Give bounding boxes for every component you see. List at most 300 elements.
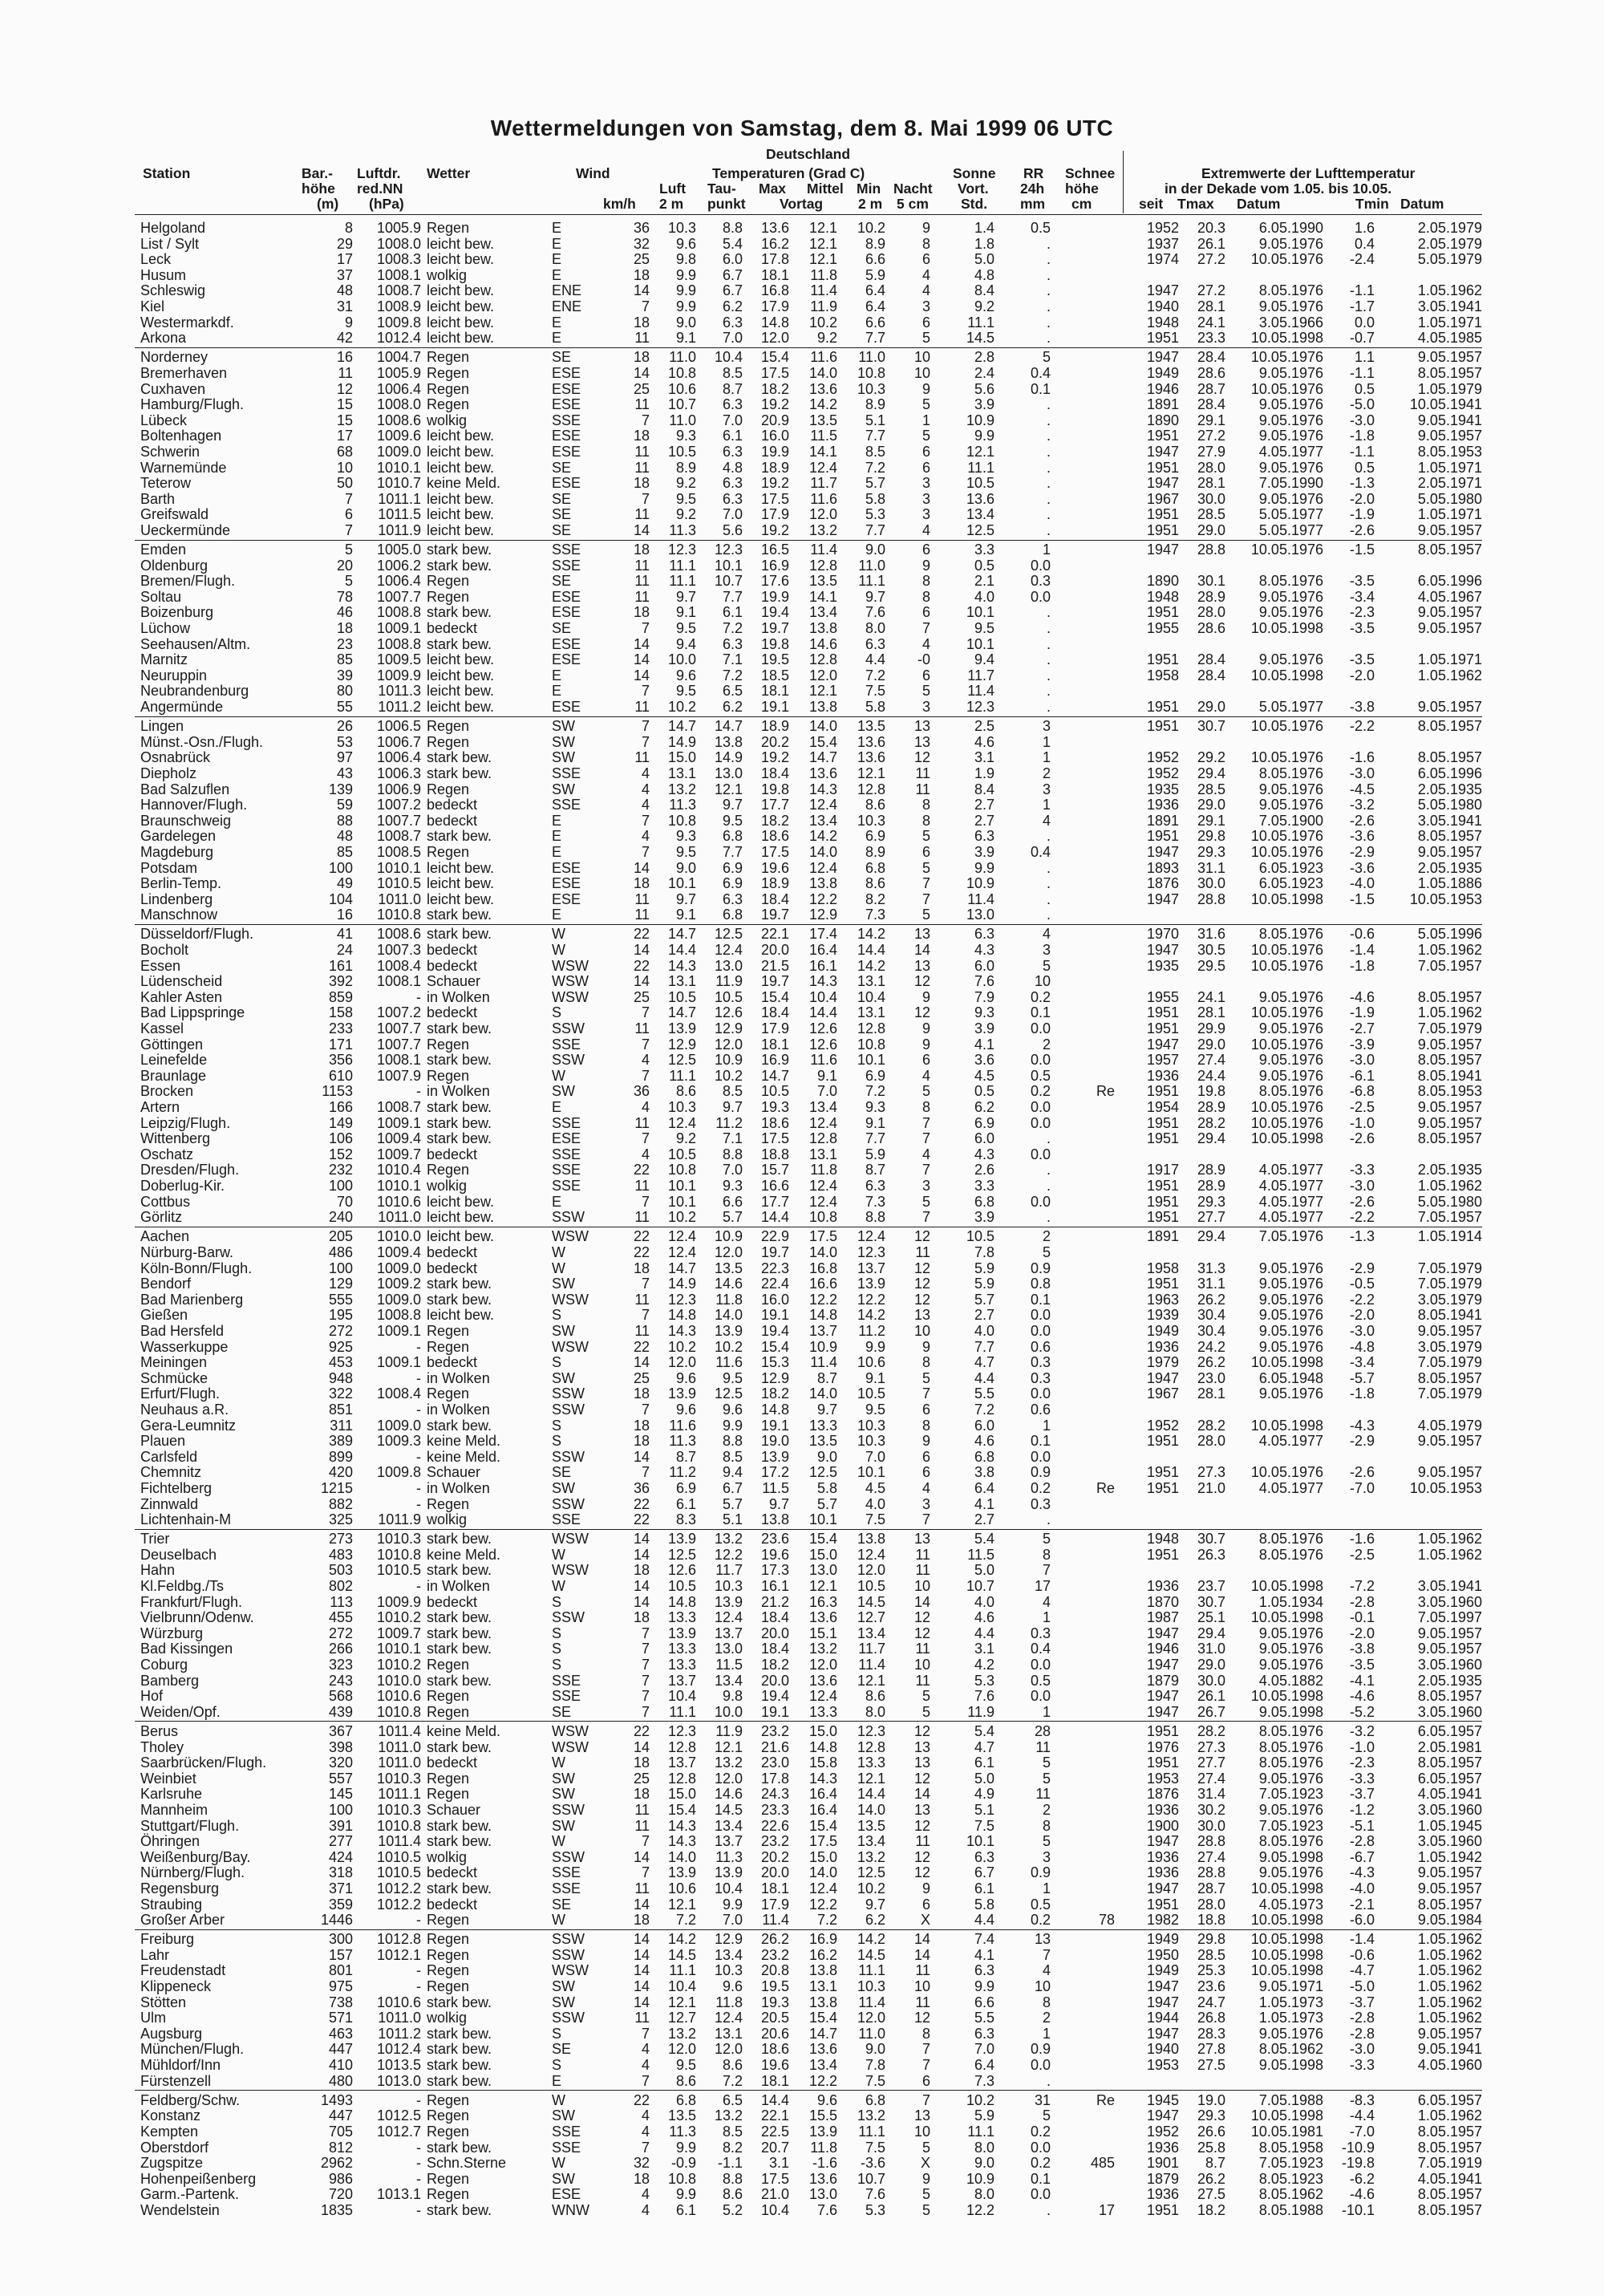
cell-air-temp: 10.8 bbox=[667, 2170, 696, 2187]
cell-tmin-date: 3.05.1960 bbox=[1417, 1833, 1482, 1850]
cell-wind-dir: SE bbox=[552, 1896, 572, 1913]
cell-min-temp: 10.8 bbox=[857, 364, 885, 381]
cell-precip: 2 bbox=[1042, 1036, 1051, 1053]
cell-since: 1870 bbox=[1146, 1593, 1179, 1610]
cell-dew-point: 6.9 bbox=[722, 875, 743, 892]
cell-since: 1936 bbox=[1146, 1864, 1179, 1881]
cell-tmax: 28.9 bbox=[1197, 1178, 1225, 1194]
cell-air-temp: 12.3 bbox=[667, 542, 696, 558]
cell-tmax-date: 8.05.1988 bbox=[1258, 2201, 1323, 2218]
cell-min-temp: 9.3 bbox=[865, 1099, 885, 1115]
cell-max-temp: 18.4 bbox=[760, 1609, 789, 1626]
cell-mean-temp: 14.6 bbox=[808, 635, 837, 652]
cell-wind-speed: 25 bbox=[633, 988, 650, 1005]
cell-tmin: -2.8 bbox=[1349, 1593, 1375, 1610]
cell-precip: 0.0 bbox=[1030, 2057, 1051, 2073]
cell-mean-temp: 7.6 bbox=[816, 2201, 837, 2218]
cell-tmin-date: 1.05.1971 bbox=[1417, 459, 1482, 476]
cell-mean-temp: 13.9 bbox=[808, 2123, 837, 2140]
cell-tmin-date: 9.05.1957 bbox=[1417, 1099, 1482, 1115]
cell-dew-point: 6.1 bbox=[722, 604, 743, 621]
cell-night-5cm: 3 bbox=[921, 475, 930, 492]
cell-mean-temp: 12.4 bbox=[808, 1688, 837, 1705]
cell-station: Lichtenhain-M bbox=[140, 1511, 232, 1528]
cell-tmax-date: 4.05.1977 bbox=[1258, 1209, 1323, 1226]
cell-tmax: 29.0 bbox=[1197, 1657, 1225, 1673]
cell-precip: 0.0 bbox=[1030, 2139, 1051, 2156]
cell-station: Fichtelberg bbox=[140, 1479, 213, 1496]
cell-tmax: 28.8 bbox=[1197, 1833, 1225, 1850]
cell-mean-temp: 11.4 bbox=[810, 282, 837, 299]
cell-max-temp: 18.5 bbox=[760, 667, 789, 684]
cell-night-5cm: 5 bbox=[921, 1193, 930, 1210]
cell-dew-point: 6.0 bbox=[722, 251, 743, 268]
cell-station: Straubing bbox=[140, 1896, 203, 1913]
table-row bbox=[0, 750, 1604, 766]
cell-tmin: -1.1 bbox=[1349, 282, 1375, 299]
cell-baro-height: 17 bbox=[336, 251, 353, 268]
cell-wind-dir: SSW bbox=[552, 1946, 585, 1963]
cell-pressure: 1008.7 bbox=[376, 828, 421, 845]
cell-precip: 0.4 bbox=[1030, 843, 1051, 860]
table-row bbox=[0, 252, 1604, 268]
cell-tmin-date: 9.05.1984 bbox=[1417, 1912, 1482, 1929]
cell-precip: . bbox=[1046, 298, 1051, 314]
cell-max-temp: 18.1 bbox=[760, 1880, 789, 1896]
cell-weather: stark bew. bbox=[427, 1099, 492, 1115]
cell-since: 1952 bbox=[1146, 749, 1179, 766]
cell-sunshine: 6.3 bbox=[974, 926, 994, 943]
table-row bbox=[0, 876, 1604, 892]
cell-night-5cm: 14 bbox=[913, 1946, 930, 1963]
table-row bbox=[0, 1147, 1604, 1163]
cell-tmin-date: 4.05.1941 bbox=[1417, 1786, 1482, 1803]
cell-station: Bendorf bbox=[140, 1276, 192, 1292]
cell-pressure: 1009.3 bbox=[376, 1433, 421, 1450]
cell-sunshine: 4.4 bbox=[974, 1369, 994, 1386]
cell-dew-point: 10.5 bbox=[714, 988, 743, 1005]
cell-dew-point: 9.6 bbox=[722, 1978, 743, 1994]
cell-wind-speed: 7 bbox=[641, 1703, 650, 1720]
cell-station: Karlsruhe bbox=[140, 1786, 203, 1803]
cell-weather: Regen bbox=[427, 349, 470, 366]
cell-max-temp: 18.1 bbox=[760, 683, 789, 700]
cell-weather: Schauer bbox=[427, 1464, 481, 1481]
cell-pressure: 1009.2 bbox=[376, 1276, 421, 1292]
header-2m: 2 m bbox=[858, 196, 883, 212]
cell-max-temp: 19.5 bbox=[760, 651, 789, 668]
cell-baro-height: 266 bbox=[328, 1641, 353, 1657]
cell-tmin: -6.8 bbox=[1349, 1083, 1375, 1100]
cell-tmin: -1.4 bbox=[1349, 1931, 1375, 1948]
cell-precip: 0.1 bbox=[1030, 1433, 1051, 1450]
cell-dew-point: 12.5 bbox=[714, 1385, 743, 1402]
cell-air-temp: 9.0 bbox=[675, 859, 696, 876]
cell-tmax: 30.2 bbox=[1197, 1801, 1225, 1818]
cell-dew-point: 8.5 bbox=[722, 1083, 743, 1100]
cell-tmin: -2.8 bbox=[1349, 2025, 1375, 2042]
cell-sunshine: 5.4 bbox=[974, 1722, 994, 1739]
table-row bbox=[0, 221, 1604, 237]
cell-station: Nürburg-Barw. bbox=[140, 1243, 234, 1260]
cell-pressure: 1011.4 bbox=[378, 1833, 421, 1850]
cell-dew-point: 7.2 bbox=[722, 2072, 743, 2089]
cell-weather: bedeckt bbox=[427, 620, 478, 636]
cell-tmin: -1.3 bbox=[1349, 475, 1375, 492]
cell-dew-point: 12.5 bbox=[714, 926, 743, 943]
cell-min-temp: 13.3 bbox=[857, 1754, 885, 1771]
cell-tmax: 26.8 bbox=[1197, 2010, 1225, 2026]
cell-pressure: 1011.4 bbox=[378, 1722, 421, 1739]
cell-min-temp: 9.7 bbox=[865, 588, 885, 605]
cell-wind-dir: SSE bbox=[552, 1178, 581, 1194]
cell-station: Aachen bbox=[140, 1228, 190, 1245]
cell-precip: . bbox=[1046, 875, 1051, 892]
cell-dew-point: 12.1 bbox=[714, 781, 743, 797]
cell-dew-point: 14.7 bbox=[714, 718, 743, 735]
cell-wind-dir: S bbox=[552, 1657, 562, 1673]
cell-dew-point: 5.4 bbox=[722, 235, 743, 252]
cell-night-5cm: 5 bbox=[921, 330, 930, 347]
cell-weather: leicht bew. bbox=[427, 506, 495, 523]
cell-dew-point: 8.7 bbox=[722, 380, 743, 397]
cell-mean-temp: 12.9 bbox=[808, 907, 837, 923]
cell-precip: 0.8 bbox=[1030, 1276, 1051, 1292]
cell-max-temp: 19.8 bbox=[760, 781, 789, 797]
header-nacht-1: Nacht bbox=[893, 181, 933, 197]
cell-min-temp: 14.4 bbox=[857, 1786, 885, 1803]
cell-weather: leicht bew. bbox=[427, 890, 495, 907]
cell-wind-dir: W bbox=[552, 2155, 565, 2172]
cell-night-5cm: 9 bbox=[921, 1433, 930, 1450]
cell-pressure: 1009.5 bbox=[376, 651, 421, 668]
cell-tmin-date: 1.05.1962 bbox=[1417, 1004, 1482, 1021]
cell-wind-speed: 14 bbox=[633, 651, 650, 668]
cell-mean-temp: 11.6 bbox=[810, 1052, 837, 1069]
cell-sunshine: 6.0 bbox=[974, 957, 994, 974]
cell-precip: 13 bbox=[1034, 1931, 1051, 1948]
cell-station: Deuselbach bbox=[140, 1546, 217, 1563]
cell-wind-dir: SE bbox=[552, 349, 572, 366]
cell-weather: stark bew. bbox=[427, 1994, 492, 2010]
cell-weather: leicht bew. bbox=[427, 443, 495, 460]
cell-dew-point: 5.7 bbox=[722, 1209, 743, 1226]
cell-air-temp: 8.3 bbox=[675, 1511, 696, 1528]
cell-wind-dir: ESE bbox=[552, 875, 581, 892]
cell-wind-speed: 4 bbox=[641, 2201, 650, 2218]
cell-since: 1967 bbox=[1146, 490, 1179, 507]
cell-mean-temp: 14.3 bbox=[808, 1770, 837, 1787]
cell-weather: stark bew. bbox=[427, 1020, 492, 1036]
cell-tmin: -0.6 bbox=[1349, 926, 1375, 943]
cell-dew-point: 13.0 bbox=[714, 765, 743, 781]
cell-wind-dir: SSW bbox=[552, 1385, 585, 1402]
cell-min-temp: 11.7 bbox=[858, 1641, 885, 1657]
header-tau-2: punkt bbox=[707, 196, 746, 212]
cell-wind-dir: E bbox=[552, 251, 562, 268]
header-luft-2: 2 m bbox=[659, 196, 684, 212]
cell-night-5cm: 6 bbox=[921, 1896, 930, 1913]
cell-air-temp: 12.9 bbox=[667, 1036, 696, 1053]
cell-wind-dir: W bbox=[552, 1754, 565, 1771]
cell-sunshine: 6.8 bbox=[974, 1193, 994, 1210]
cell-station: Zugspitze bbox=[140, 2155, 204, 2172]
table-row bbox=[0, 1897, 1604, 1913]
cell-baro-height: 5 bbox=[344, 573, 353, 590]
cell-wind-dir: SSW bbox=[552, 1020, 585, 1036]
cell-max-temp: 13.6 bbox=[760, 220, 789, 236]
cell-pressure: 1010.2 bbox=[376, 1657, 421, 1673]
cell-baro-height: 88 bbox=[336, 812, 353, 829]
cell-min-temp: 13.1 bbox=[857, 973, 885, 990]
cell-tmin: -2.2 bbox=[1349, 1291, 1375, 1308]
cell-wind-speed: 14 bbox=[633, 973, 650, 990]
cell-tmax: 29.0 bbox=[1197, 699, 1225, 715]
cell-tmin-date: 7.05.1979 bbox=[1417, 1385, 1482, 1402]
cell-baro-height: 555 bbox=[328, 1291, 353, 1308]
cell-night-5cm: 9 bbox=[921, 1020, 930, 1036]
cell-sunshine: 2.5 bbox=[974, 718, 994, 735]
cell-since: 1951 bbox=[1146, 828, 1179, 845]
cell-pressure: 1009.7 bbox=[376, 1625, 421, 1641]
cell-max-temp: 17.7 bbox=[760, 1193, 789, 1210]
cell-tmin-date: 9.05.1957 bbox=[1417, 1114, 1482, 1131]
cell-since: 1945 bbox=[1146, 2091, 1179, 2108]
cell-station: Kempten bbox=[140, 2123, 199, 2140]
cell-tmin: -3.7 bbox=[1349, 1994, 1375, 2010]
cell-sunshine: 2.7 bbox=[974, 812, 994, 829]
cell-tmax-date: 10.05.1976 bbox=[1250, 749, 1323, 766]
table-row bbox=[0, 1740, 1604, 1756]
cell-night-5cm: 6 bbox=[921, 1052, 930, 1069]
cell-pressure: 1010.6 bbox=[376, 1193, 421, 1210]
cell-baro-height: 455 bbox=[328, 1609, 353, 1626]
cell-tmin: -5.7 bbox=[1349, 1369, 1375, 1386]
table-row bbox=[0, 1819, 1604, 1835]
cell-wind-dir: W bbox=[552, 2091, 565, 2108]
cell-tmin-date: 5.05.1980 bbox=[1417, 797, 1482, 813]
cell-mean-temp: 9.1 bbox=[816, 1067, 837, 1084]
cell-max-temp: 18.1 bbox=[760, 266, 789, 283]
cell-sunshine: 7.0 bbox=[974, 2041, 994, 2058]
cell-wind-dir: SSE bbox=[552, 1688, 581, 1705]
cell-station: Frankfurt/Flugh. bbox=[140, 1593, 243, 1610]
cell-tmax-date: 9.05.1976 bbox=[1258, 396, 1323, 413]
cell-station: Fürstenzell bbox=[140, 2072, 212, 2089]
cell-mean-temp: 14.7 bbox=[808, 749, 837, 766]
cell-tmax-date: 9.05.1976 bbox=[1258, 797, 1323, 813]
cell-min-temp: 8.5 bbox=[865, 443, 885, 460]
cell-min-temp: 6.8 bbox=[865, 2091, 885, 2108]
cell-max-temp: 16.0 bbox=[760, 428, 789, 444]
cell-since: 1940 bbox=[1146, 2041, 1179, 2058]
table-row bbox=[0, 637, 1604, 653]
cell-station: Bremen/Flugh. bbox=[140, 573, 236, 590]
cell-max-temp: 18.4 bbox=[760, 1004, 789, 1021]
cell-sunshine: 4.0 bbox=[974, 588, 994, 605]
cell-station: Kassel bbox=[140, 1020, 184, 1036]
cell-station: Manschnow bbox=[140, 907, 218, 923]
cell-weather: bedeckt bbox=[427, 1864, 478, 1881]
cell-tmin: -2.6 bbox=[1349, 812, 1375, 829]
cell-tmin: -3.5 bbox=[1349, 651, 1375, 668]
cell-dew-point: 13.2 bbox=[714, 1531, 743, 1548]
cell-tmax: 26.2 bbox=[1197, 1354, 1225, 1371]
cell-tmin-date: 1.05.1886 bbox=[1417, 875, 1482, 892]
cell-station: Kl.Feldbg./Ts bbox=[140, 1578, 225, 1594]
cell-air-temp: 13.9 bbox=[667, 1531, 696, 1548]
cell-min-temp: 14.2 bbox=[857, 957, 885, 974]
cell-min-temp: 5.3 bbox=[865, 506, 885, 523]
cell-dew-point: 6.3 bbox=[722, 890, 743, 907]
cell-weather: stark bew. bbox=[427, 1531, 492, 1548]
cell-air-temp: 12.0 bbox=[667, 1354, 696, 1371]
cell-pressure: 1008.6 bbox=[376, 412, 421, 428]
cell-weather: bedeckt bbox=[427, 957, 478, 974]
cell-air-temp: 11.1 bbox=[669, 1703, 696, 1720]
cell-min-temp: 8.6 bbox=[865, 1688, 885, 1705]
cell-dew-point: 9.4 bbox=[722, 1464, 743, 1481]
table-row bbox=[0, 1995, 1604, 2011]
cell-station: Berus bbox=[140, 1722, 179, 1739]
table-row bbox=[0, 766, 1604, 782]
cell-tmin: -3.5 bbox=[1349, 573, 1375, 590]
cell-wind-speed: 25 bbox=[633, 251, 650, 268]
cell-pressure: 1007.2 bbox=[376, 797, 421, 813]
cell-weather: bedeckt bbox=[427, 942, 478, 958]
cell-min-temp: 7.2 bbox=[865, 1083, 885, 1100]
cell-tmax: 25.8 bbox=[1197, 2139, 1225, 2156]
cell-since: 1974 bbox=[1146, 251, 1179, 268]
table-row bbox=[0, 1276, 1604, 1292]
cell-station: Helgoland bbox=[140, 220, 206, 236]
cell-min-temp: 7.7 bbox=[865, 521, 885, 538]
cell-tmax: 26.3 bbox=[1197, 1546, 1225, 1563]
cell-min-temp: 11.4 bbox=[858, 1994, 885, 2010]
cell-dew-point: 6.3 bbox=[722, 443, 743, 460]
cell-station: Marnitz bbox=[140, 651, 188, 668]
cell-wind-speed: 4 bbox=[641, 2123, 650, 2140]
cell-min-temp: 12.1 bbox=[857, 765, 885, 781]
cell-wind-dir: SSW bbox=[552, 1495, 585, 1512]
header-bar-1: Bar.- bbox=[302, 165, 333, 181]
cell-night-5cm: 8 bbox=[921, 588, 930, 605]
cell-air-temp: 14.7 bbox=[667, 718, 696, 735]
cell-since: 1952 bbox=[1146, 1417, 1179, 1434]
cell-max-temp: 17.8 bbox=[760, 1770, 789, 1787]
cell-tmax: 8.7 bbox=[1205, 2155, 1225, 2172]
cell-air-temp: 13.1 bbox=[667, 973, 696, 990]
cell-since: 1954 bbox=[1146, 1099, 1179, 1115]
cell-max-temp: 19.3 bbox=[760, 1994, 789, 2010]
cell-baro-height: 480 bbox=[328, 2072, 353, 2089]
cell-air-temp: 9.6 bbox=[675, 1401, 696, 1418]
cell-tmax: 31.3 bbox=[1197, 1260, 1225, 1276]
cell-baro-height: 424 bbox=[328, 1848, 353, 1865]
cell-tmax: 29.3 bbox=[1197, 843, 1225, 860]
cell-wind-speed: 7 bbox=[641, 412, 650, 428]
cell-baro-height: 323 bbox=[328, 1657, 353, 1673]
cell-tmin-date: 7.05.1957 bbox=[1417, 1209, 1482, 1226]
cell-dew-point: 6.2 bbox=[722, 699, 743, 715]
cell-precip: 2 bbox=[1042, 1228, 1051, 1245]
cell-max-temp: 21.5 bbox=[760, 957, 789, 974]
cell-wind-dir: E bbox=[552, 812, 562, 829]
cell-tmax-date: 4.05.1977 bbox=[1258, 1433, 1323, 1450]
cell-precip: 0.6 bbox=[1030, 1338, 1051, 1355]
cell-baro-height: 50 bbox=[336, 475, 353, 492]
cell-night-5cm: 5 bbox=[921, 1369, 930, 1386]
cell-tmin-date: 3.05.1979 bbox=[1417, 1291, 1482, 1308]
cell-min-temp: 13.9 bbox=[857, 1276, 885, 1292]
cell-precip: 10 bbox=[1034, 973, 1051, 990]
cell-tmin-date: 7.05.1979 bbox=[1417, 1020, 1482, 1036]
cell-station: Weißenburg/Bay. bbox=[140, 1848, 251, 1865]
cell-air-temp: 14.2 bbox=[667, 1931, 696, 1948]
cell-wind-dir: SSE bbox=[552, 1672, 581, 1689]
cell-pressure: 1013.0 bbox=[376, 2072, 421, 2089]
cell-dew-point: 10.1 bbox=[714, 557, 743, 574]
cell-max-temp: 19.1 bbox=[760, 1703, 789, 1720]
cell-night-5cm: 8 bbox=[921, 797, 930, 813]
table-row bbox=[0, 621, 1604, 637]
cell-precip: 1 bbox=[1042, 797, 1051, 813]
cell-wind-speed: 11 bbox=[634, 459, 650, 476]
cell-tmax-date: 6.05.1923 bbox=[1258, 875, 1323, 892]
cell-baro-height: 1835 bbox=[320, 2201, 353, 2218]
cell-max-temp: 20.0 bbox=[760, 1672, 789, 1689]
cell-min-temp: 10.6 bbox=[857, 1354, 885, 1371]
cell-tmax: 26.2 bbox=[1197, 1291, 1225, 1308]
cell-sunshine: 3.9 bbox=[974, 843, 994, 860]
cell-baro-height: 42 bbox=[336, 330, 353, 347]
cell-night-5cm: 11 bbox=[915, 1672, 930, 1689]
cell-sunshine: 7.2 bbox=[974, 1401, 994, 1418]
cell-wind-speed: 14 bbox=[633, 282, 650, 299]
cell-tmax-date: 10.05.1976 bbox=[1250, 380, 1323, 397]
cell-since: 1947 bbox=[1146, 2107, 1179, 2124]
cell-since: 1947 bbox=[1146, 1036, 1179, 1053]
table-row bbox=[0, 350, 1604, 366]
cell-mean-temp: 11.5 bbox=[810, 428, 837, 444]
cell-sunshine: 6.4 bbox=[974, 1479, 994, 1496]
cell-dew-point: 12.0 bbox=[714, 2041, 743, 2058]
cell-air-temp: 6.9 bbox=[675, 1479, 696, 1496]
cell-mean-temp: 14.1 bbox=[808, 443, 837, 460]
cell-max-temp: 13.8 bbox=[760, 1511, 789, 1528]
table-row bbox=[0, 1084, 1604, 1100]
cell-night-5cm: 13 bbox=[913, 1801, 930, 1818]
cell-precip: . bbox=[1046, 683, 1051, 700]
cell-station: Augsburg bbox=[140, 2025, 203, 2042]
cell-sunshine: 5.0 bbox=[974, 1562, 994, 1579]
cell-sunshine: 10.2 bbox=[966, 2091, 994, 2108]
cell-precip: . bbox=[1046, 859, 1051, 876]
cell-mean-temp: 14.0 bbox=[808, 718, 837, 735]
cell-tmax: 31.1 bbox=[1197, 859, 1225, 876]
cell-tmin-date: 1.05.1962 bbox=[1417, 1546, 1482, 1563]
cell-tmin-date: 8.05.1957 bbox=[1417, 1754, 1482, 1771]
cell-wind-speed: 14 bbox=[633, 859, 650, 876]
cell-tmax: 27.2 bbox=[1197, 428, 1225, 444]
cell-baro-height: 6 bbox=[344, 506, 353, 523]
cell-tmin: -6.2 bbox=[1349, 2170, 1375, 2187]
cell-max-temp: 22.3 bbox=[760, 1260, 789, 1276]
cell-tmax-date: 9.05.1976 bbox=[1258, 428, 1323, 444]
cell-wind-dir: SSW bbox=[552, 1848, 585, 1865]
cell-tmax: 27.5 bbox=[1197, 2057, 1225, 2073]
cell-mean-temp: 15.8 bbox=[808, 1754, 837, 1771]
